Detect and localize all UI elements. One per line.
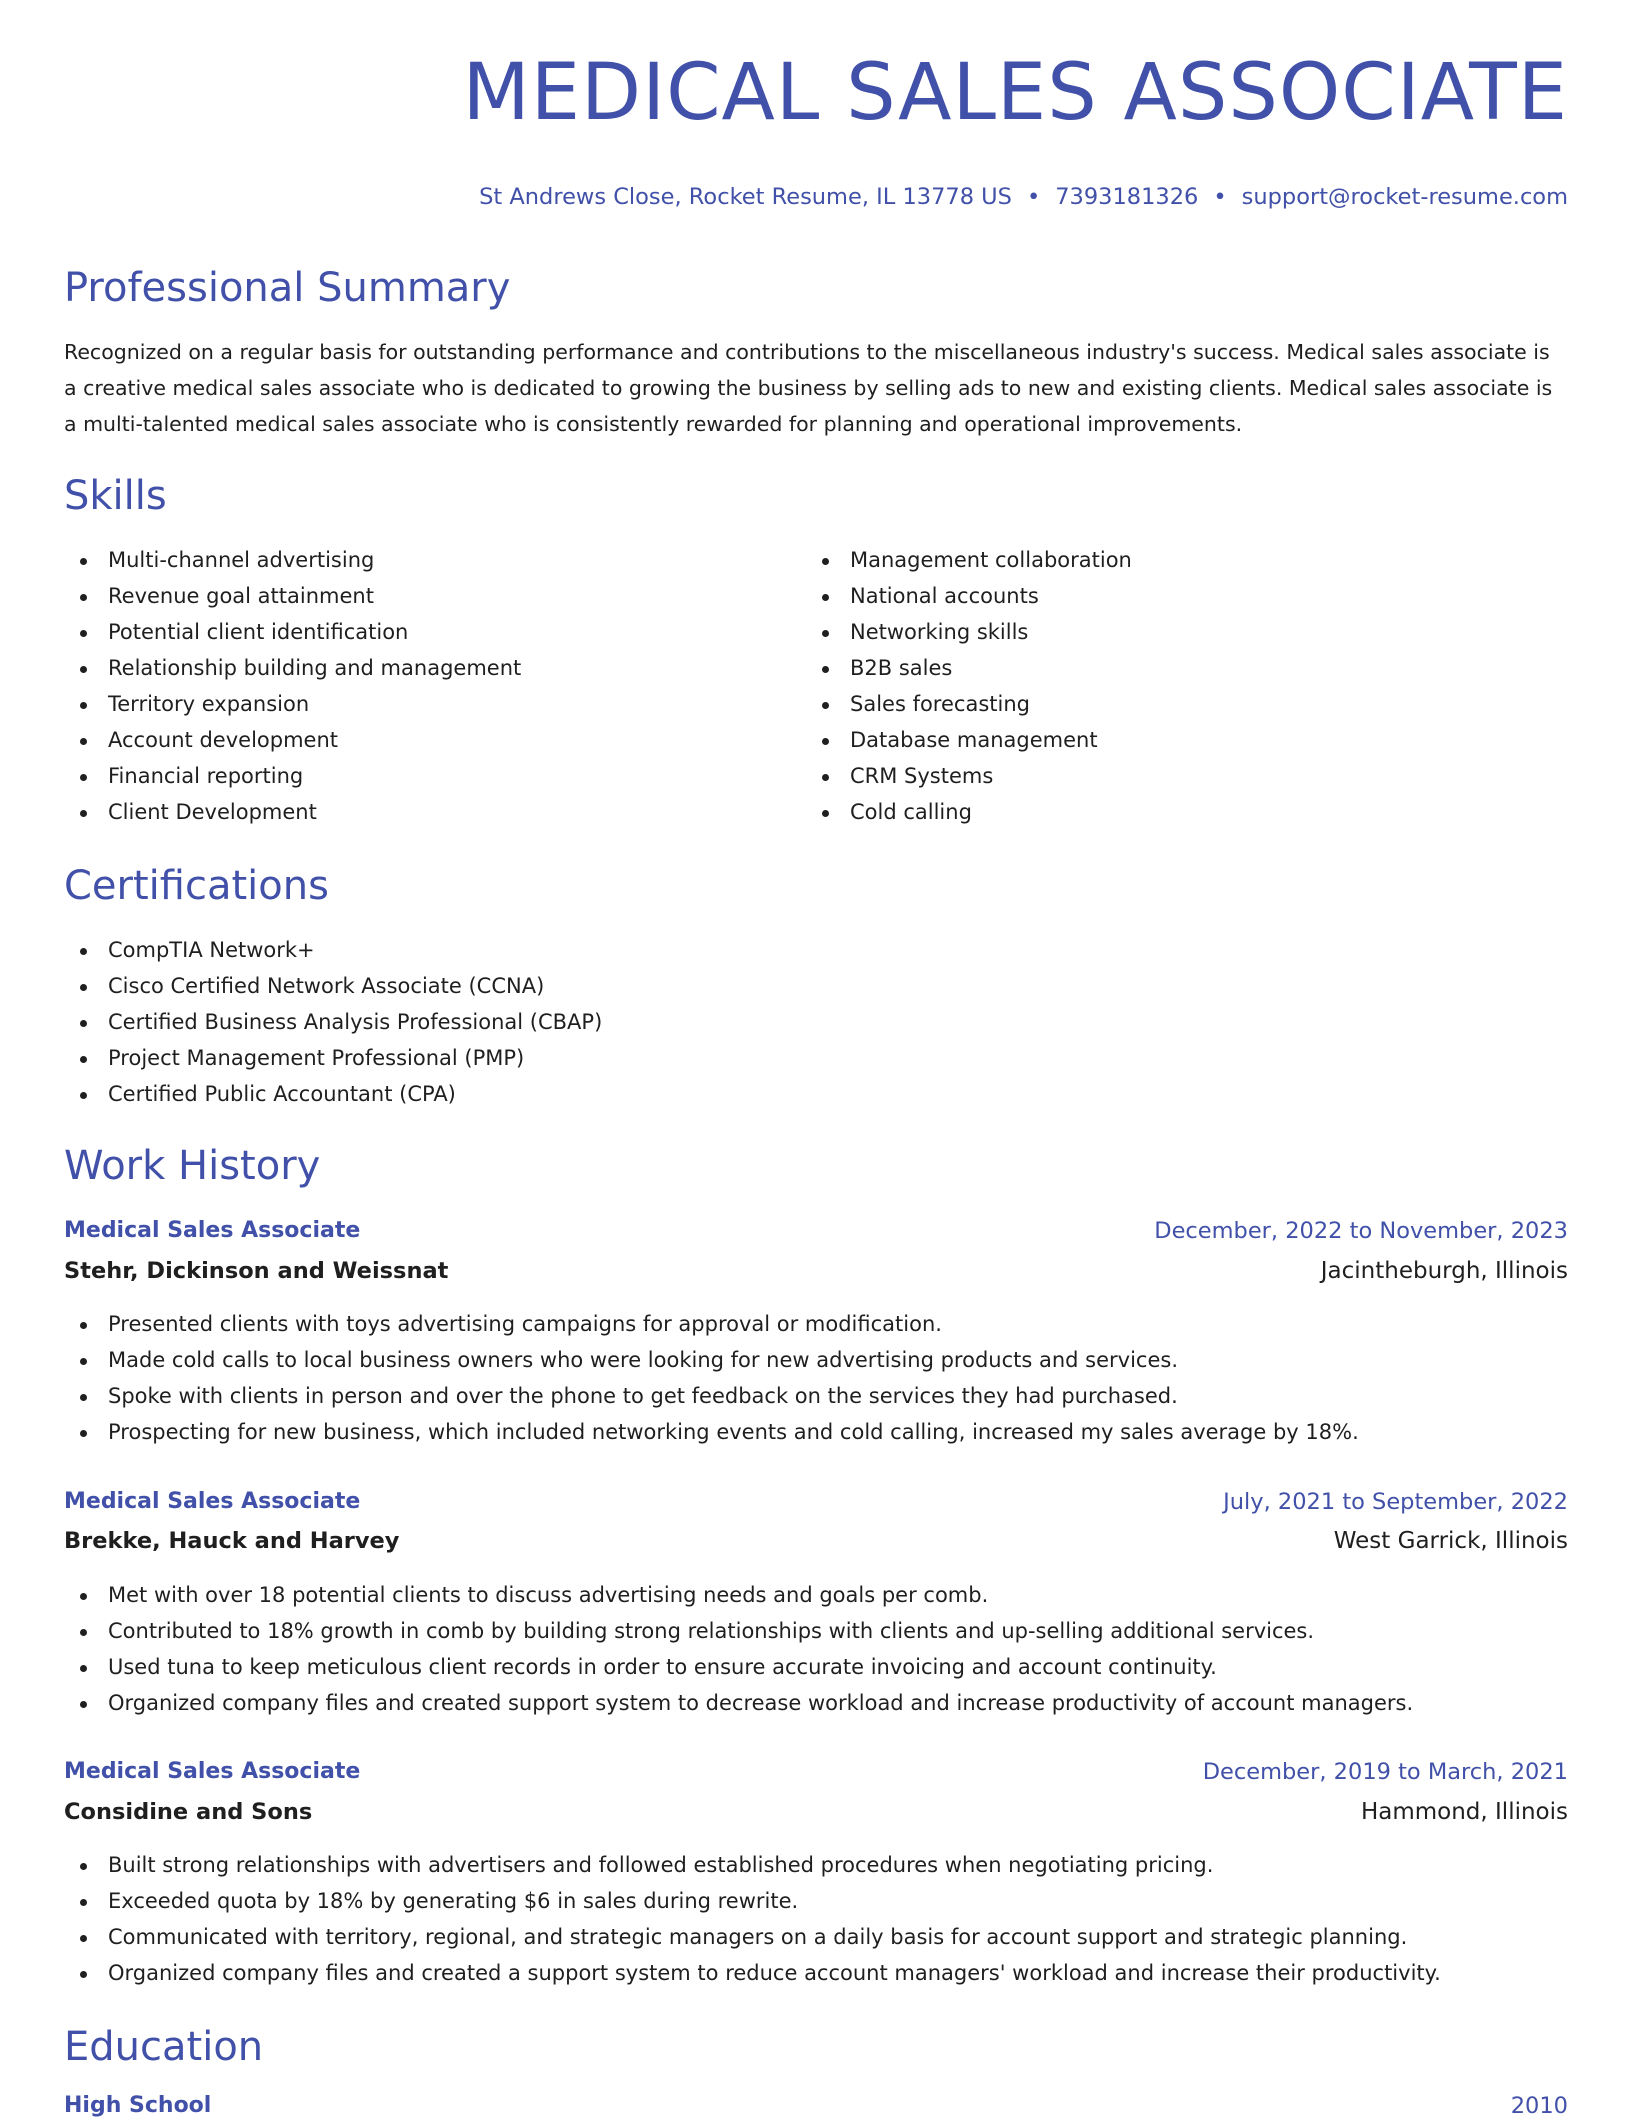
list-item: National accounts [806, 578, 1132, 614]
job-dates: December, 2019 to March, 2021 [1202, 1759, 1568, 1785]
separator-2: • [1213, 184, 1227, 210]
job-title: Medical Sales Associate [64, 1759, 361, 1784]
list-item: Account development [64, 722, 521, 758]
list-item: Certified Public Accountant (CPA) [64, 1076, 602, 1112]
list-item: Financial reporting [64, 758, 521, 794]
job-header [64, 1756, 1568, 1788]
summary-text: Recognized on a regular basis for outstanding performance and contributions to the miscellaneous industry's success. Medical sales associate is a creative medical sales associate who is dedicated to growing the business by selling ads to new and existing clients. Medical sales associate is a multi-talented medical sales associate who is consistently rewarded for planning and operational improvements. [64, 340, 1553, 436]
list-item: Presented clients with toys advertising campaigns for approval or modification. [64, 1306, 1359, 1342]
list-item: Revenue goal attainment [64, 578, 521, 614]
job-title: Medical Sales Associate [64, 1218, 361, 1243]
list-item: Contributed to 18% growth in comb by building strong relationships with clients and up-selling additional services. [64, 1613, 1413, 1649]
section-title-summary: Professional Summary [64, 265, 511, 311]
list-item: CompTIA Network+ [64, 932, 602, 968]
list-item: Relationship building and management [64, 650, 521, 686]
list-item: Communicated with territory, regional, and strategic managers on a daily basis for account support and strategic planning. [64, 1919, 1441, 1955]
section-title-certifications: Certifications [64, 863, 329, 909]
list-item: Multi-channel advertising [64, 542, 521, 578]
list-item: Project Management Professional (PMP) [64, 1040, 602, 1076]
email-link[interactable]: support@rocket-resume.com [1241, 184, 1568, 210]
job-header [64, 1215, 1568, 1247]
list-item: Networking skills [806, 614, 1132, 650]
certifications-list [64, 932, 602, 1112]
job-subheader [64, 1796, 1568, 1828]
job-header [64, 1486, 1568, 1518]
job-bullets [64, 1306, 1359, 1450]
list-item: Organized company files and created support system to decrease workload and increase productivity of account managers. [64, 1685, 1413, 1721]
phone: 7393181326 [1055, 184, 1199, 210]
section-title-skills: Skills [64, 473, 167, 519]
skills-list-right [806, 542, 1132, 830]
list-item: Territory expansion [64, 686, 521, 722]
list-item: Prospecting for new business, which included networking events and cold calling, increased my sales average by 18%. [64, 1414, 1359, 1450]
list-item: Management collaboration [806, 542, 1132, 578]
job-location: Jacintheburgh, Illinois [1320, 1258, 1568, 1284]
list-item: Spoke with clients in person and over the phone to get feedback on the services they had purchased. [64, 1378, 1359, 1414]
list-item: Met with over 18 potential clients to discuss advertising needs and goals per comb. [64, 1577, 1413, 1613]
address: St Andrews Close, Rocket Resume, IL 13778 US [479, 184, 1012, 210]
list-item: Organized company files and created a support system to reduce account managers' workload and increase their productivity. [64, 1955, 1441, 1991]
job-bullets [64, 1847, 1441, 1991]
contact-line [479, 182, 1568, 212]
list-item: Cold calling [806, 794, 1132, 830]
education-row [64, 2090, 1568, 2122]
job-location: Hammond, Illinois [1360, 1799, 1568, 1825]
separator-1: • [1026, 184, 1041, 210]
job-dates: December, 2022 to November, 2023 [1154, 1218, 1568, 1244]
list-item: Cisco Certified Network Associate (CCNA) [64, 968, 602, 1004]
job-company: Considine and Sons [64, 1799, 313, 1825]
education-year: 2010 [1510, 2093, 1568, 2119]
list-item: Certified Business Analysis Professional (CBAP) [64, 1004, 602, 1040]
list-item: CRM Systems [806, 758, 1132, 794]
list-item: Database management [806, 722, 1132, 758]
job-company: Stehr, Dickinson and Weissnat [64, 1258, 449, 1284]
list-item: Sales forecasting [806, 686, 1132, 722]
job-dates: July, 2021 to September, 2022 [1223, 1489, 1568, 1515]
job-subheader [64, 1525, 1568, 1557]
section-title-work-history: Work History [64, 1143, 321, 1189]
list-item: Built strong relationships with advertisers and followed established procedures when negotiating pricing. [64, 1847, 1441, 1883]
job-subheader [64, 1255, 1568, 1287]
education-degree: High School [64, 2093, 212, 2118]
job-location: West Garrick, Illinois [1333, 1528, 1568, 1554]
job-bullets [64, 1577, 1413, 1721]
list-item: Client Development [64, 794, 521, 830]
list-item: Used tuna to keep meticulous client records in order to ensure accurate invoicing and account continuity. [64, 1649, 1413, 1685]
job-company: Brekke, Hauck and Harvey [64, 1528, 400, 1554]
list-item: B2B sales [806, 650, 1132, 686]
candidate-name: MEDICAL SALES ASSOCIATE [462, 48, 1568, 138]
list-item: Made cold calls to local business owners who were looking for new advertising products and services. [64, 1342, 1359, 1378]
job-title: Medical Sales Associate [64, 1489, 361, 1514]
list-item: Exceeded quota by 18% by generating $6 in sales during rewrite. [64, 1883, 1441, 1919]
section-title-education: Education [64, 2024, 264, 2070]
list-item: Potential client identification [64, 614, 521, 650]
skills-list-left [64, 542, 521, 830]
